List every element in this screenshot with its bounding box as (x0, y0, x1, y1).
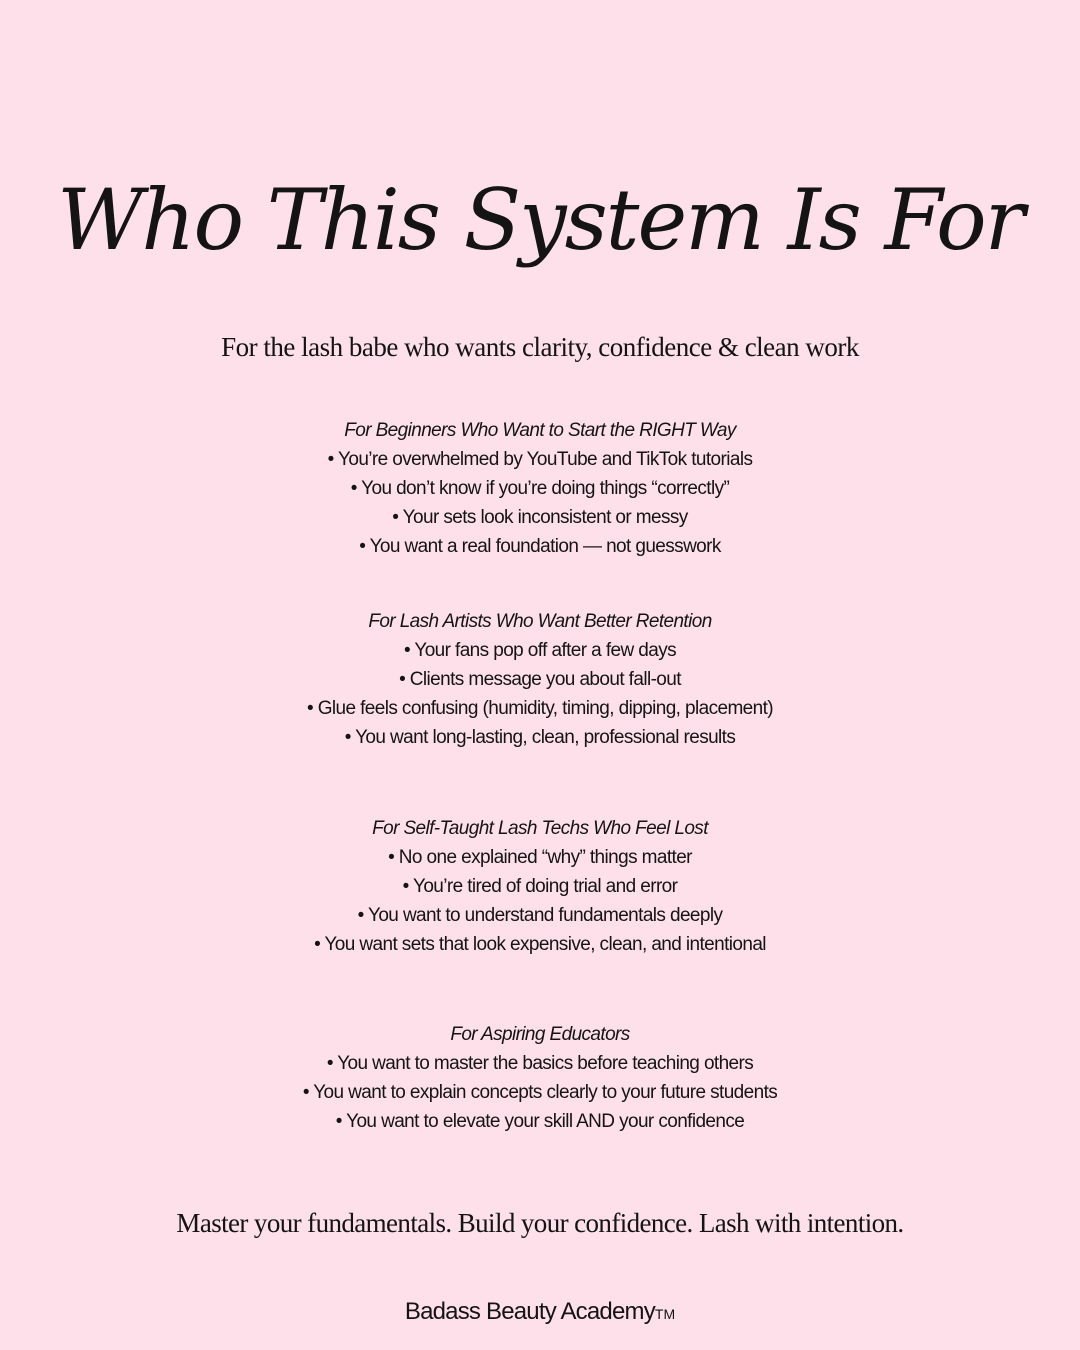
bullet-item: • You want long-lasting, clean, professional results (344, 727, 736, 748)
closing-tagline: Master your fundamentals. Build your confidence. Lash with intention. (176, 1208, 904, 1238)
bullet-item: • Glue feels confusing (humidity, timing, dipping, placement) (306, 698, 774, 719)
bullet-item: • You want to explain concepts clearly to your future students (302, 1082, 778, 1103)
bullet-item: • Your fans pop off after a few days (403, 640, 676, 661)
page-title: Who This System Is For (57, 171, 1023, 269)
bullet-item: • Your sets look inconsistent or messy (392, 507, 688, 528)
bullet-item: • You don’t know if you’re doing things “correctly” (350, 478, 730, 499)
section-heading: For Aspiring Educators (450, 1024, 630, 1045)
section-educators (0, 1020, 1080, 1136)
bullet-item: • You want to elevate your skill AND your confidence (335, 1111, 745, 1132)
section-heading: For Beginners Who Want to Start the RIGHT Way (344, 420, 736, 441)
bullet-item: • You’re overwhelmed by YouTube and TikTok tutorials (327, 449, 753, 470)
bullet-item: • You want to master the basics before teaching others (326, 1053, 754, 1074)
bullet-item: • You’re tired of doing trial and error (402, 876, 678, 897)
bullet-item: • No one explained “why” things matter (388, 847, 692, 868)
bullet-item: • Clients message you about fall-out (399, 669, 681, 690)
bullet-item: • You want a real foundation — not guesswork (359, 536, 721, 557)
trademark-mark: TM (654, 1306, 676, 1322)
section-self-taught (0, 814, 1080, 959)
brand-name: Badass Beauty Academy (404, 1298, 655, 1325)
bullet-item: • You want sets that look expensive, clean, and intentional (314, 934, 766, 955)
bullet-item: • You want to understand fundamentals deeply (357, 905, 723, 926)
section-heading: For Self-Taught Lash Techs Who Feel Lost (372, 818, 708, 839)
section-beginners (0, 416, 1080, 561)
section-retention (0, 607, 1080, 752)
section-heading: For Lash Artists Who Want Better Retention (368, 611, 712, 632)
brand-footer (0, 1295, 1080, 1331)
subtitle: For the lash babe who wants clarity, confidence & clean work (221, 332, 859, 362)
